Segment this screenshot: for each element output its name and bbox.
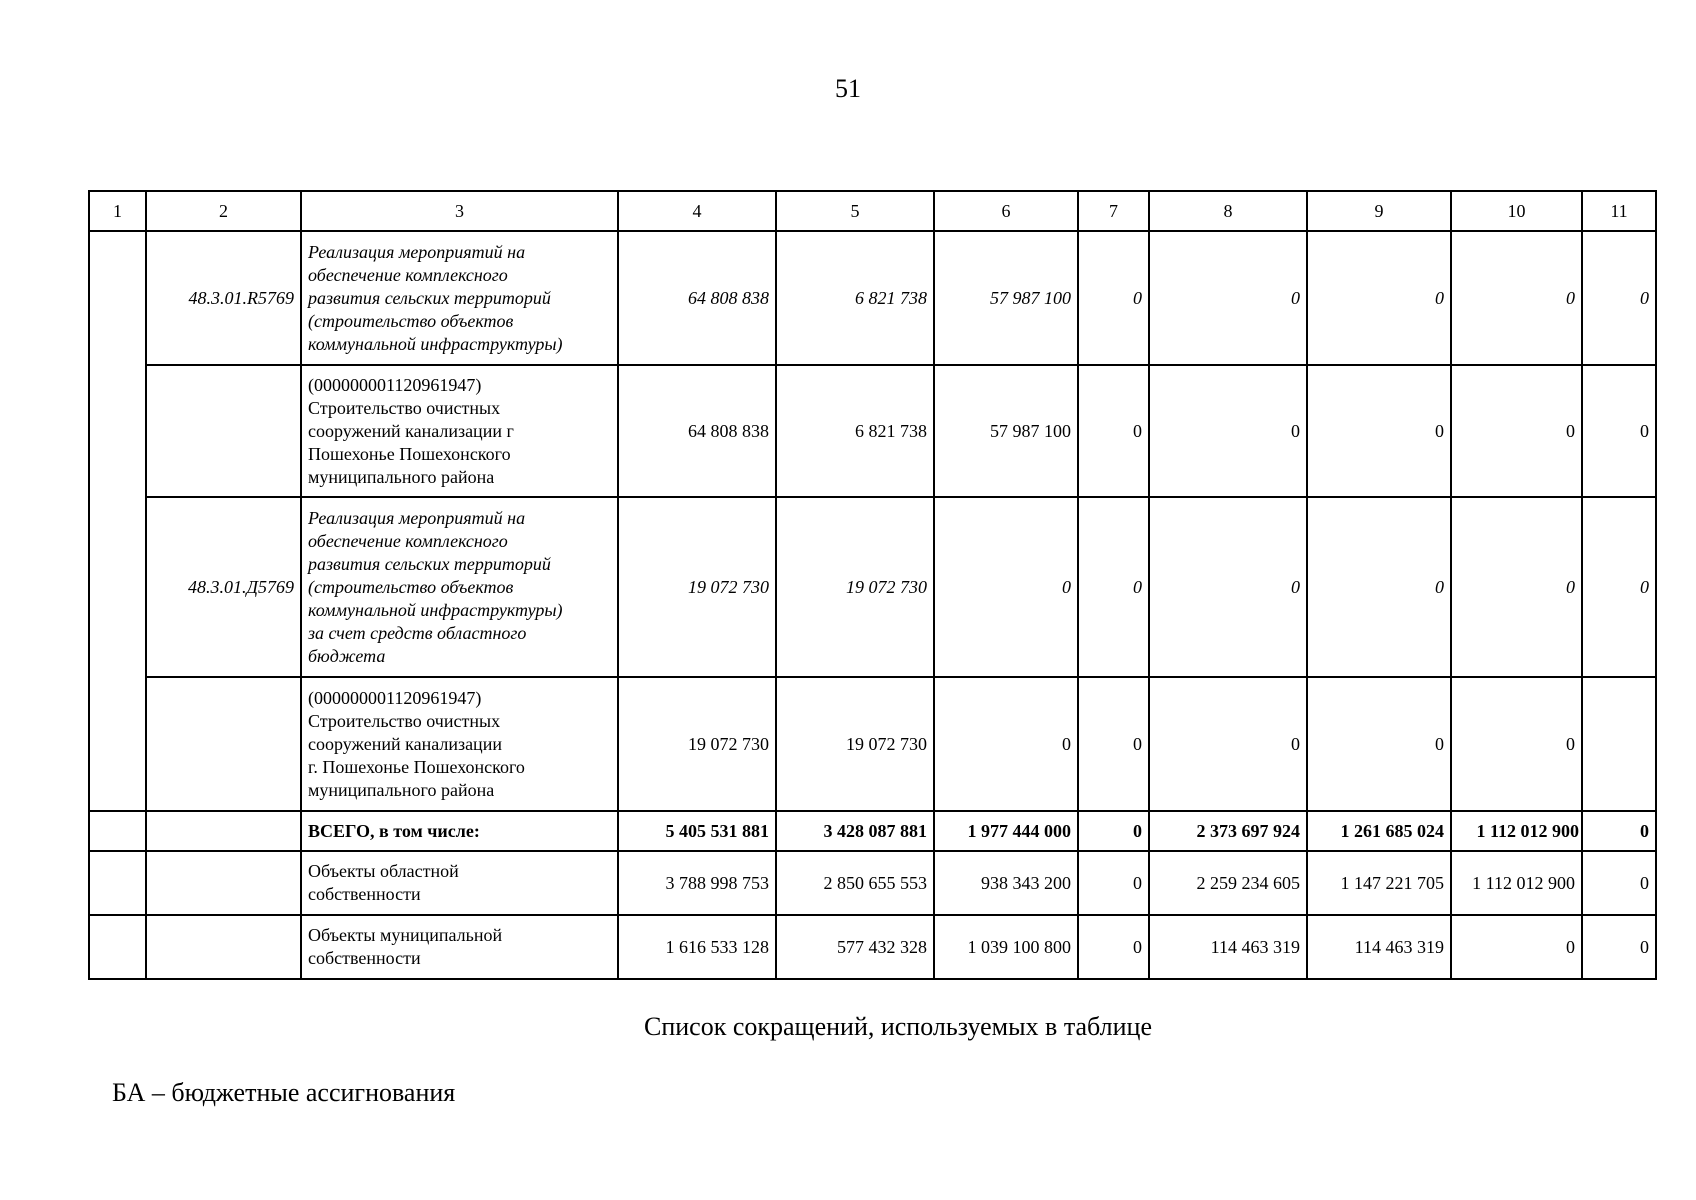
table-cell-col1 [89,851,146,915]
row-description-line: коммунальной инфраструктуры) [308,599,563,620]
row-description-line: обеспечение комплексного [308,530,508,551]
value-cell-col9: 0 [1307,497,1451,677]
value-cell-col10: 0 [1451,677,1582,811]
value-cell-col5: 6 821 738 [776,231,934,365]
row-description-line: г. Пошехонье Пошехонского [308,756,525,777]
row-code-cell [146,231,301,365]
column-header: 1 [89,191,146,231]
row-description-line: Объекты областной [308,861,459,881]
row-description-line: Пошехонье Пошехонского [308,443,511,464]
row-description-line: муниципального района [308,779,495,800]
value-cell-col6: 938 343 200 [934,851,1078,915]
value-cell-col7: 0 [1078,231,1149,365]
value-cell-col6: 57 987 100 [934,365,1078,497]
column-header: 9 [1307,191,1451,231]
value-cell-col4: 19 072 730 [618,677,776,811]
row-code-cell [146,497,301,677]
abbreviations-title: Список сокращений, используемых в таблице [644,1012,1152,1041]
value-cell-col8: 2 259 234 605 [1149,851,1307,915]
budget-table [88,190,1657,980]
value-cell-col8: 0 [1149,497,1307,677]
table-row [89,497,1656,677]
row-description-line: (000000001120961947) [308,374,482,395]
value-cell-col8: 0 [1149,365,1307,497]
table-row [89,851,1656,915]
row-code-cell [146,811,301,851]
row-code-cell [146,851,301,915]
page-number: 51 [835,74,861,103]
column-header: 8 [1149,191,1307,231]
value-cell-col9: 114 463 319 [1307,915,1451,979]
value-cell-col7: 0 [1078,365,1149,497]
row-description-line: (строительство объектов [308,576,514,597]
row-description-line: развития сельских территорий [308,287,551,308]
table-cell-col1 [89,915,146,979]
value-cell-col7: 0 [1078,915,1149,979]
row-description-line: (000000001120961947) [308,687,482,708]
value-cell-col9: 0 [1307,231,1451,365]
value-cell-col11: 0 [1582,497,1656,677]
column-header: 5 [776,191,934,231]
table-row [89,231,1656,365]
value-cell-col10: 0 [1451,915,1582,979]
table-cell-col1 [89,231,146,811]
value-cell-col9: 0 [1307,365,1451,497]
row-code: 48.3.01.R5769 [188,287,294,308]
row-description-line: обеспечение комплексного [308,264,508,285]
value-cell-col5: 2 850 655 553 [776,851,934,915]
value-cell-col8: 2 373 697 924 [1149,811,1307,851]
row-description-cell [301,851,618,915]
value-cell-col10: 0 [1451,497,1582,677]
row-description-cell [301,231,618,365]
row-description-line: Реализация мероприятий на [308,241,526,262]
value-cell-col6: 0 [934,677,1078,811]
value-cell-col5: 3 428 087 881 [776,811,934,851]
value-cell-col11: 0 [1582,851,1656,915]
row-code: 48.3.01.Д5769 [188,576,294,597]
row-description-cell [301,811,618,851]
value-cell-col5: 6 821 738 [776,365,934,497]
value-cell-col9: 0 [1307,677,1451,811]
value-cell-col9: 1 147 221 705 [1307,851,1451,915]
value-cell-col9: 1 261 685 024 [1307,811,1451,851]
row-description-line: ВСЕГО, в том числе: [308,820,480,841]
row-description-line: бюджета [308,645,386,666]
value-cell-col4: 64 808 838 [618,231,776,365]
row-description-line: Реализация мероприятий на [308,507,526,528]
row-description-cell [301,677,618,811]
row-description-line: сооружений канализации г [308,420,514,441]
value-cell-col7: 0 [1078,677,1149,811]
value-cell-col11: 0 [1582,811,1656,851]
table-row [89,915,1656,979]
value-cell-col5: 19 072 730 [776,677,934,811]
value-cell-col5: 19 072 730 [776,497,934,677]
column-header: 6 [934,191,1078,231]
value-cell-col4: 19 072 730 [618,497,776,677]
value-cell-col4: 64 808 838 [618,365,776,497]
row-code-cell [146,365,301,497]
value-cell-col10: 0 [1451,365,1582,497]
row-code-cell [146,915,301,979]
column-header: 4 [618,191,776,231]
value-cell-col6: 1 977 444 000 [934,811,1078,851]
table-header-row [89,191,1656,231]
value-cell-col10: 0 [1451,231,1582,365]
value-cell-col11: 0 [1582,231,1656,365]
table-row [89,811,1656,851]
column-header: 7 [1078,191,1149,231]
value-cell-col8: 114 463 319 [1149,915,1307,979]
row-description-line: коммунальной инфраструктуры) [308,333,563,354]
table-cell-col1 [89,811,146,851]
column-header: 2 [146,191,301,231]
row-description-line: Строительство очистных [308,397,501,418]
row-description-line: собственности [308,884,421,904]
row-code-cell [146,677,301,811]
value-cell-col4: 5 405 531 881 [618,811,776,851]
row-description-line: за счет средств областного [308,622,527,643]
value-cell-col7: 0 [1078,851,1149,915]
value-cell-col4: 1 616 533 128 [618,915,776,979]
table-row [89,677,1656,811]
row-description-line: собственности [308,948,421,968]
column-header: 10 [1451,191,1582,231]
value-cell-col8: 0 [1149,677,1307,811]
row-description-line: муниципального района [308,466,495,487]
value-cell-col11: 0 [1582,365,1656,497]
row-description-cell [301,365,618,497]
row-description-cell [301,497,618,677]
table-row [89,365,1656,497]
column-header: 3 [301,191,618,231]
row-description-line: Строительство очистных [308,710,501,731]
abbreviation-item: БА – бюджетные ассигнования [112,1078,456,1107]
column-header: 11 [1582,191,1656,231]
value-cell-col6: 1 039 100 800 [934,915,1078,979]
row-description-line: (строительство объектов [308,310,514,331]
row-description-line: развития сельских территорий [308,553,551,574]
value-cell-col6: 57 987 100 [934,231,1078,365]
value-cell-col10: 1 112 012 900 [1451,811,1582,851]
value-cell-col10: 1 112 012 900 [1451,851,1582,915]
value-cell-col7: 0 [1078,497,1149,677]
value-cell-col8: 0 [1149,231,1307,365]
value-cell-col11: 0 [1582,915,1656,979]
row-description-cell [301,915,618,979]
value-cell-col5: 577 432 328 [776,915,934,979]
value-cell-col4: 3 788 998 753 [618,851,776,915]
value-cell-col7: 0 [1078,811,1149,851]
row-description-line: сооружений канализации [308,733,502,754]
value-cell-col6: 0 [934,497,1078,677]
row-description-line: Объекты муниципальной [308,925,503,945]
value-cell-col11 [1582,677,1656,811]
